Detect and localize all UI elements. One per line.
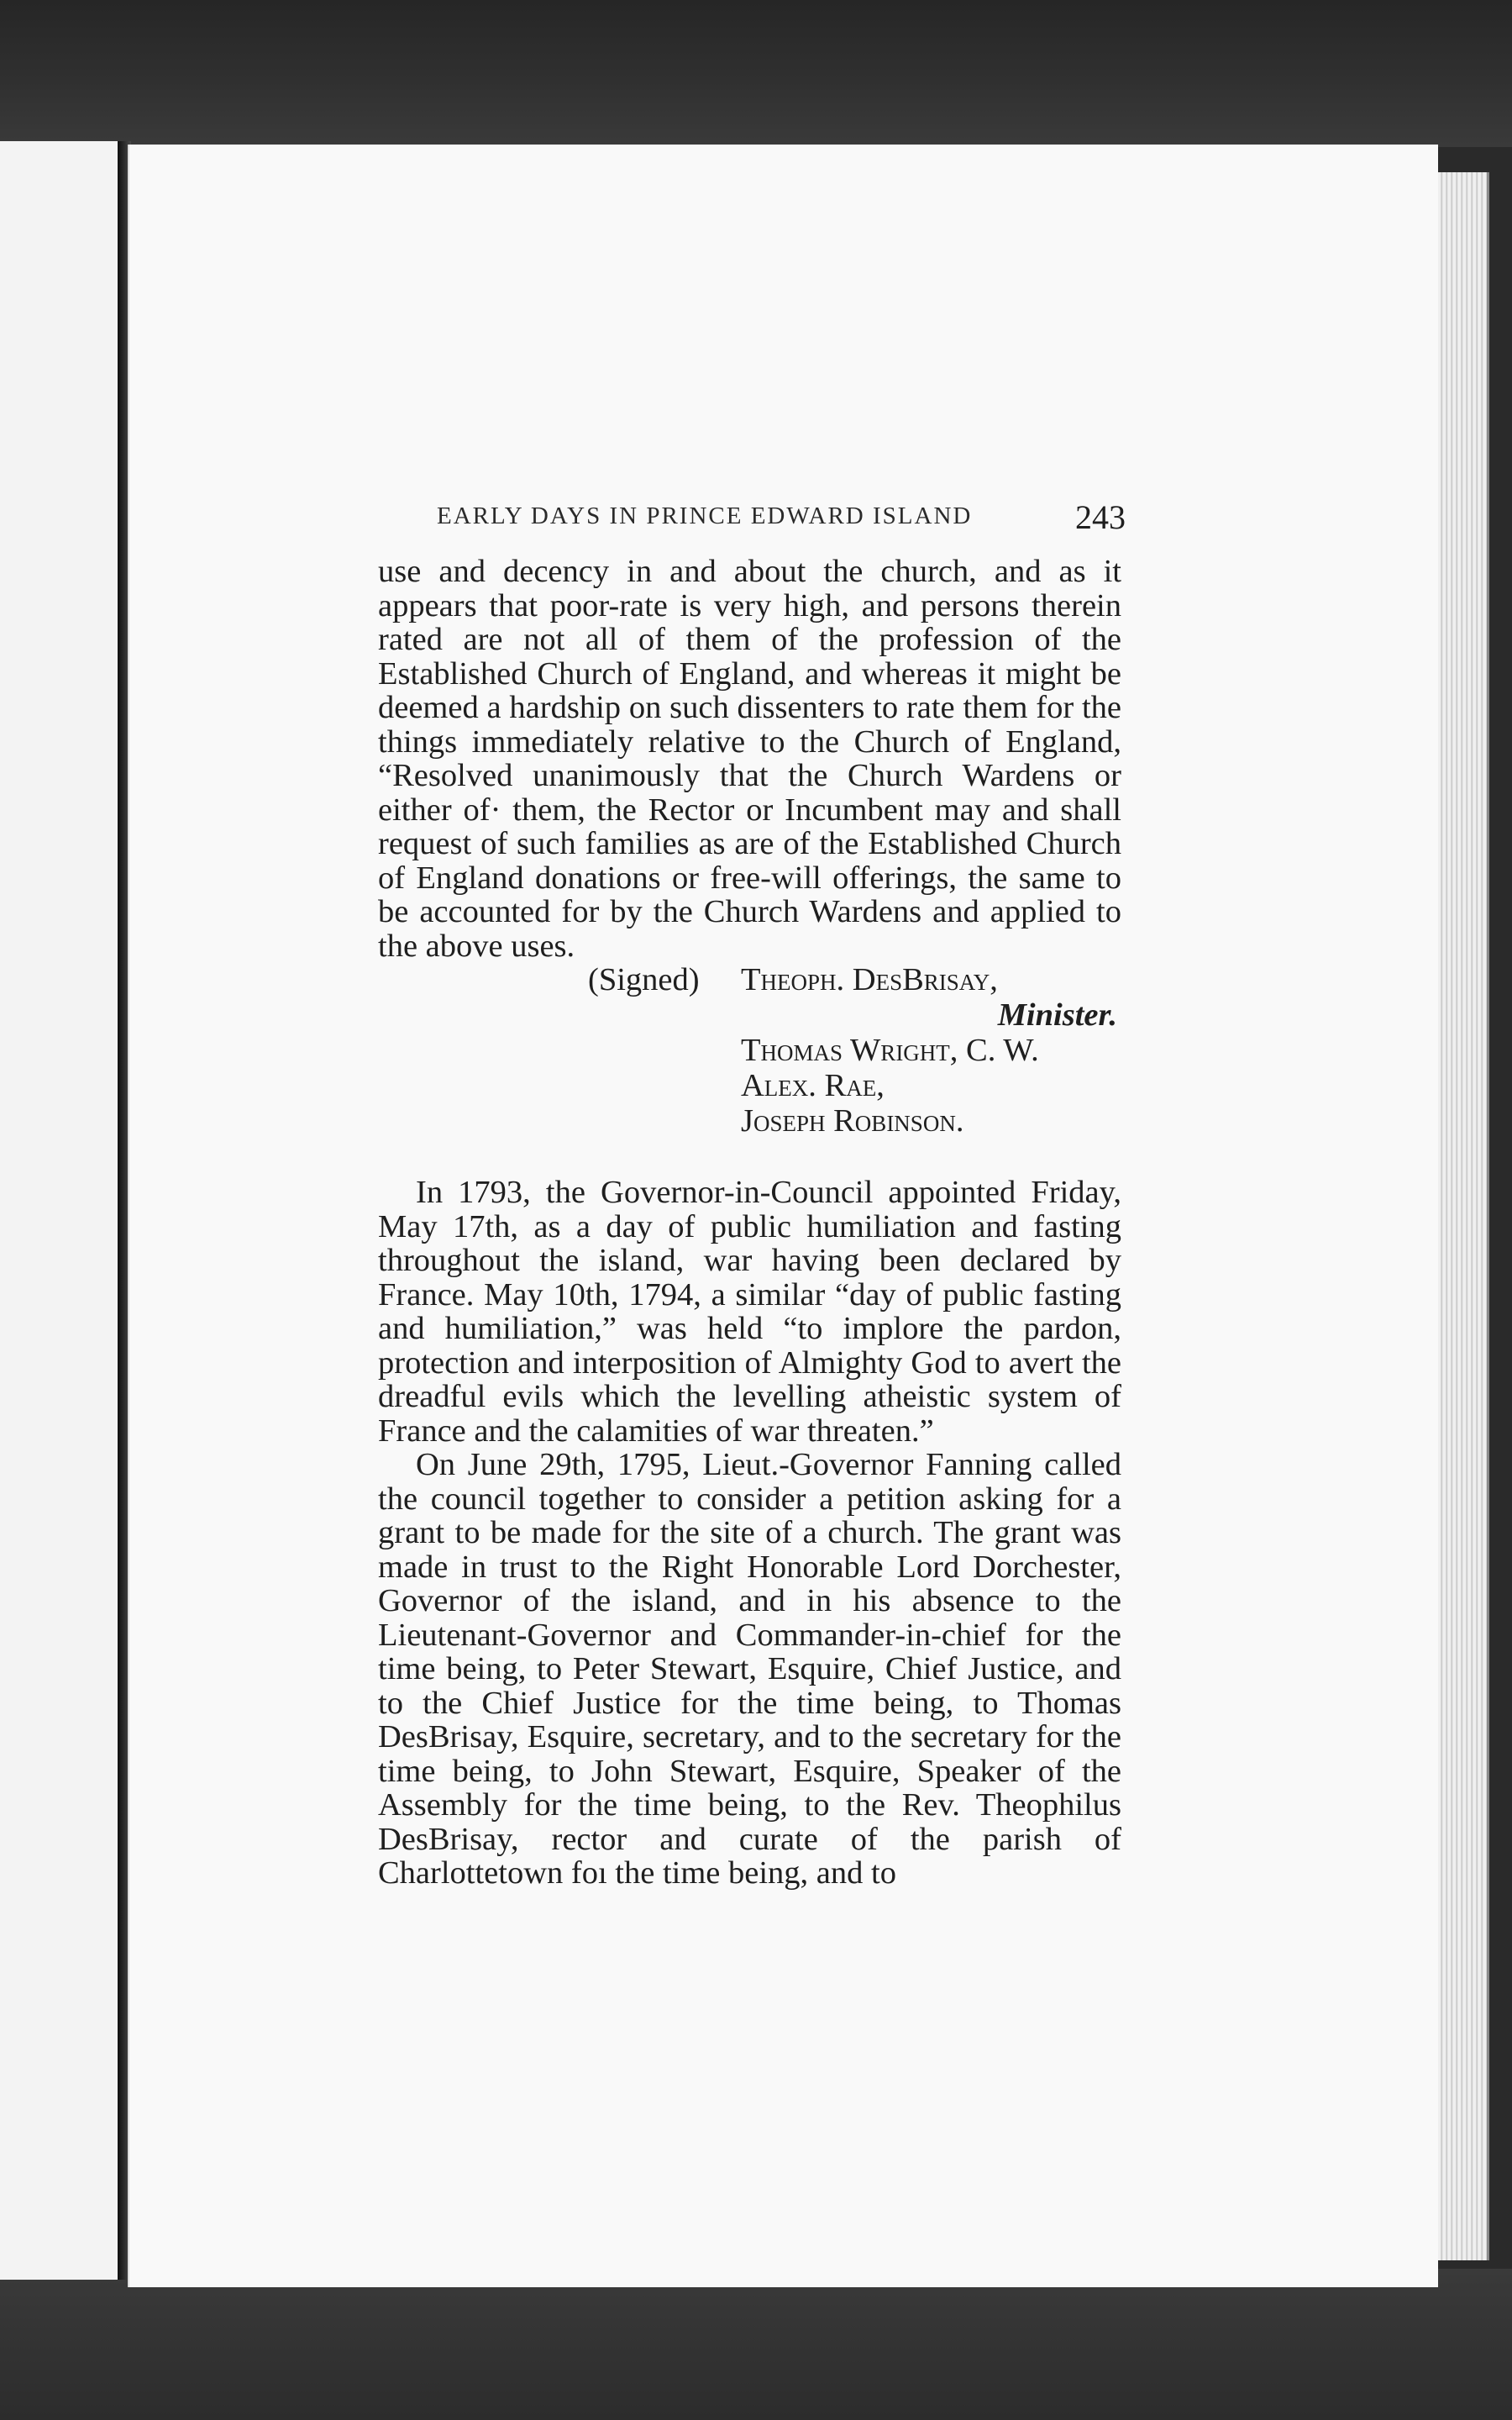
paragraph: On June 29th, 1795, Lieut.-Governor Fanning called the council together to consider a petition asking for a grant to be made for the site of a church. The grant was made in trust to the Right Honorable Lord Dorchester, Governor of the island, and in his absence to the Lieutenant-Governor and Commander-in-chief for the time being, to Peter Stewart, Esquire, Chief Justice, and to the Chief Justice for the time being, to Thomas DesBrisay, Esquire, secretary, and to the secretary for the time being, to John Stewart, Esquire, Speaker of the Assembly for the time being, to the Rev. Theophilus DesBrisay, rector and curate of the parish of Charlottetown foı the time being, and to: [378, 1447, 1121, 1891]
signatory-name: Alex. Rae,: [741, 1068, 885, 1103]
running-head: [395, 497, 1126, 539]
signatory-name: Theoph. DesBrisay,: [741, 962, 998, 997]
signature-line: [378, 1069, 1121, 1104]
facing-page-edge: [0, 141, 123, 2280]
paragraph: use and decency in and about the church, and as it appears that poor-rate is very high, and persons therein rated are not all of them of the profession of the Established Church of England, and whereas it might be deemed a hardship on such dissenters to rate them for the things immediately relative to the Church of England, “Resolved unanimously that the Church Wardens or either of· them, the Rector or Incumbent may and shall request of such families as are of the Established Church of England donations or free-will offerings, the same to be accounted for by the Church Wardens and applied to the above uses.: [378, 554, 1121, 964]
scan-background-top: [0, 0, 1512, 147]
signatory-title: Minister.: [997, 997, 1117, 1033]
page-stack-edges: [1438, 172, 1489, 2260]
signature-line: [378, 1104, 1121, 1139]
signatory-name: Joseph Robinson.: [741, 1103, 964, 1139]
signed-label: (Signed): [588, 962, 700, 997]
signatory-name: Thomas Wright, C. W.: [741, 1033, 1039, 1068]
page-number: 243: [1075, 498, 1126, 536]
signature-line: [378, 1034, 1121, 1069]
body-text: [378, 555, 1121, 1891]
signature-block: [378, 963, 1121, 1144]
signature-line: [378, 998, 1121, 1034]
scan-background-bottom: [0, 2269, 1512, 2420]
paragraph: In 1793, the Governor-in-Council appointed Friday, May 17th, as a day of public humiliation and fasting throughout the island, war having been declared by France. May 10th, 1794, a similar “day of public fasting and humiliation,” was held “to implore the pardon, protection and interposition of Almighty God to avert the dreadful evils which the levelling atheistic system of France and the calamities of war threaten.”: [378, 1175, 1121, 1449]
signature-line: [378, 963, 1121, 998]
running-head-title: EARLY DAYS IN PRINCE EDWARD ISLAND: [437, 502, 973, 529]
